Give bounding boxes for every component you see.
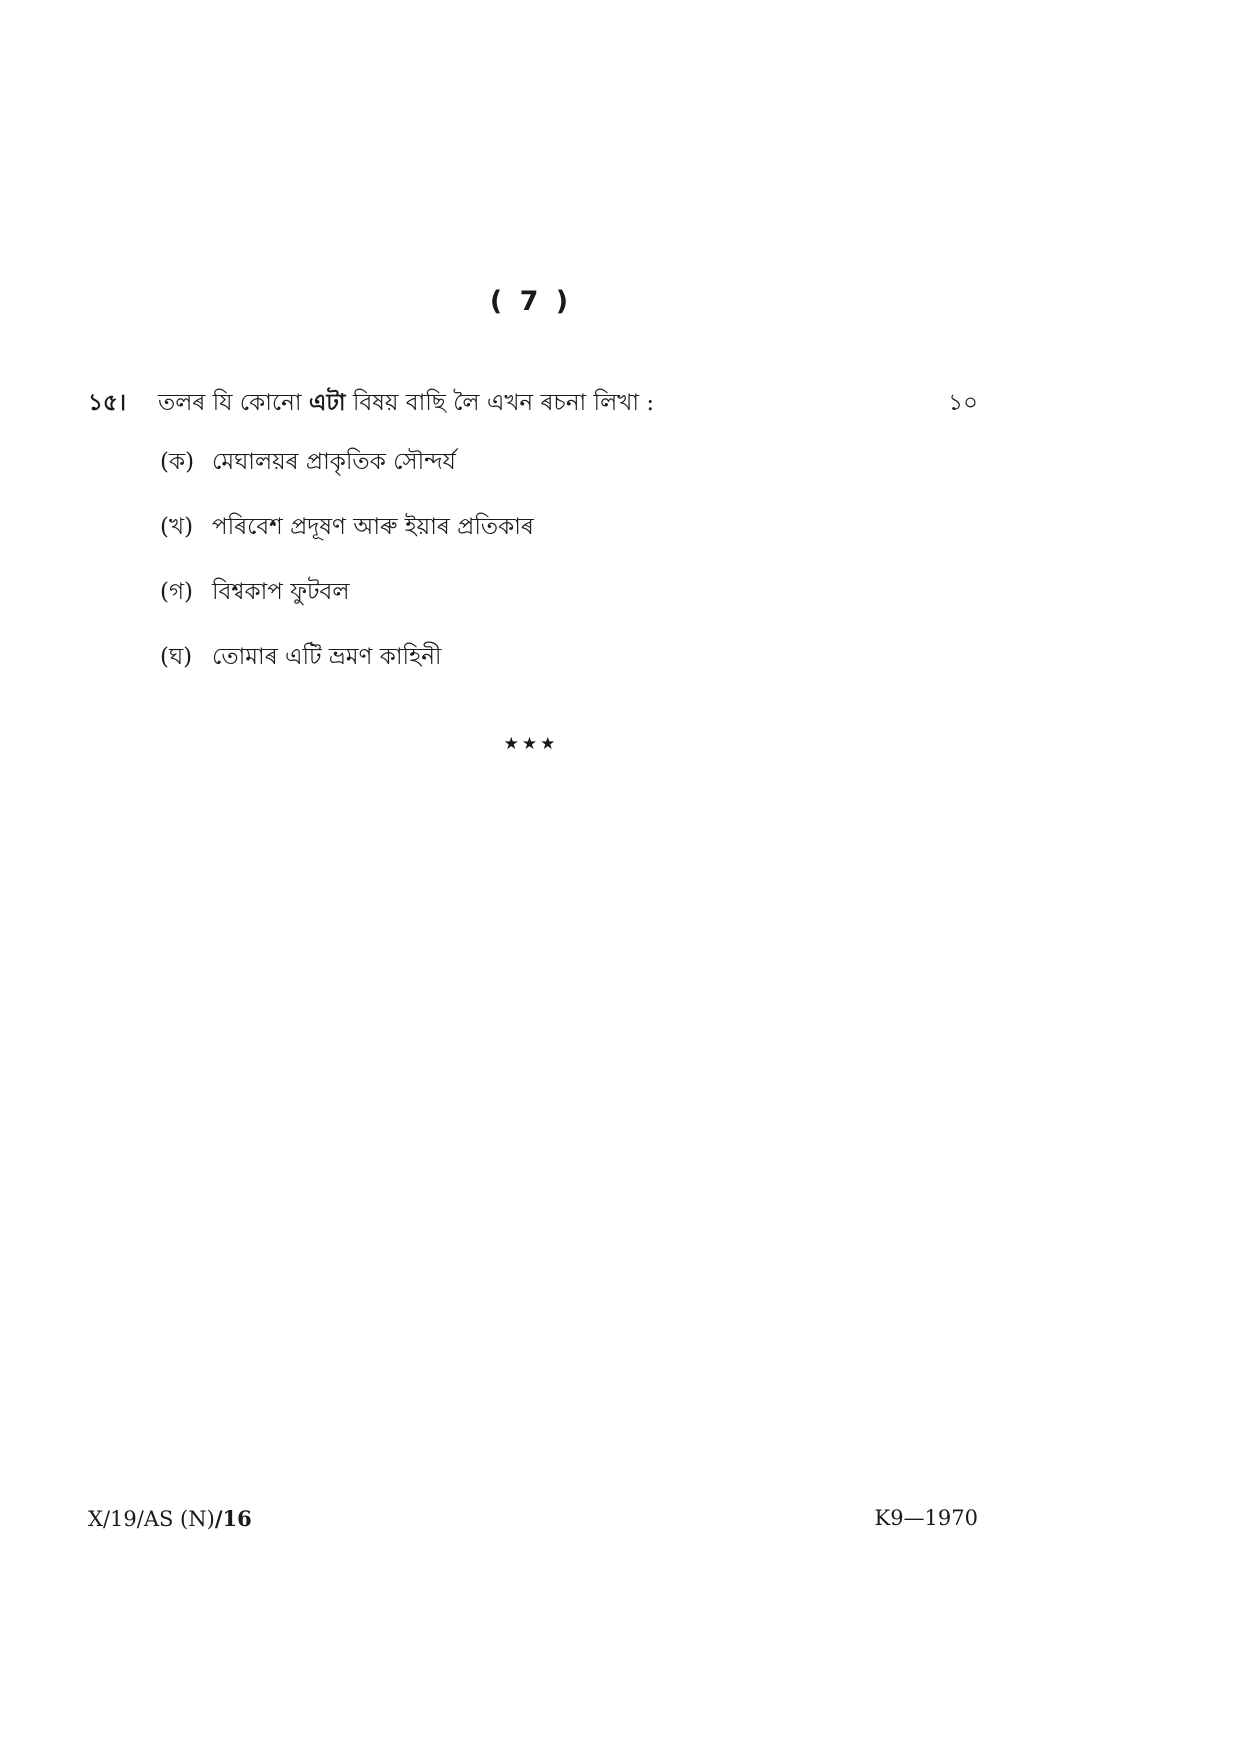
option-label: (গ) <box>160 579 194 605</box>
question-number: ১৫। <box>88 389 127 416</box>
footer-code-prefix: X/19/AS (N) <box>88 1507 215 1531</box>
option-label: (খ) <box>160 514 194 540</box>
options-list <box>160 442 860 702</box>
footer-code-suffix: /16 <box>214 1506 252 1531</box>
question-text-bold: এটা <box>308 389 346 416</box>
option-kha <box>160 507 860 547</box>
footer-code <box>88 1506 252 1531</box>
option-text: বিশ্বকাপ ফুটবল <box>212 579 350 605</box>
option-text: পৰিবেশ প্ৰদূষণ আৰু ইয়াৰ প্ৰতিকাৰ <box>212 514 534 540</box>
footer-serial: K9—1970 <box>874 1506 978 1530</box>
end-marker-stars: ★★★ <box>503 734 559 754</box>
option-label: (ক) <box>160 449 195 475</box>
question-text <box>158 383 654 423</box>
option-text: মেঘালয়ৰ প্ৰাকৃতিক সৌন্দৰ্য <box>212 449 456 475</box>
option-ka <box>160 442 860 482</box>
option-label: (ঘ) <box>160 644 193 670</box>
option-text: তোমাৰ এটি ভ্ৰমণ কাহিনী <box>212 644 442 670</box>
question-text-before: তলৰ যি কোনো <box>158 390 309 416</box>
question-text-after: বিষয় বাছি লৈ এখন ৰচনা লিখা : <box>345 390 655 416</box>
option-ga <box>160 572 860 612</box>
question-marks: ১০ <box>948 390 978 416</box>
question-15 <box>88 383 978 423</box>
page-number: ( 7 ) <box>489 286 573 317</box>
option-gha <box>160 637 860 677</box>
